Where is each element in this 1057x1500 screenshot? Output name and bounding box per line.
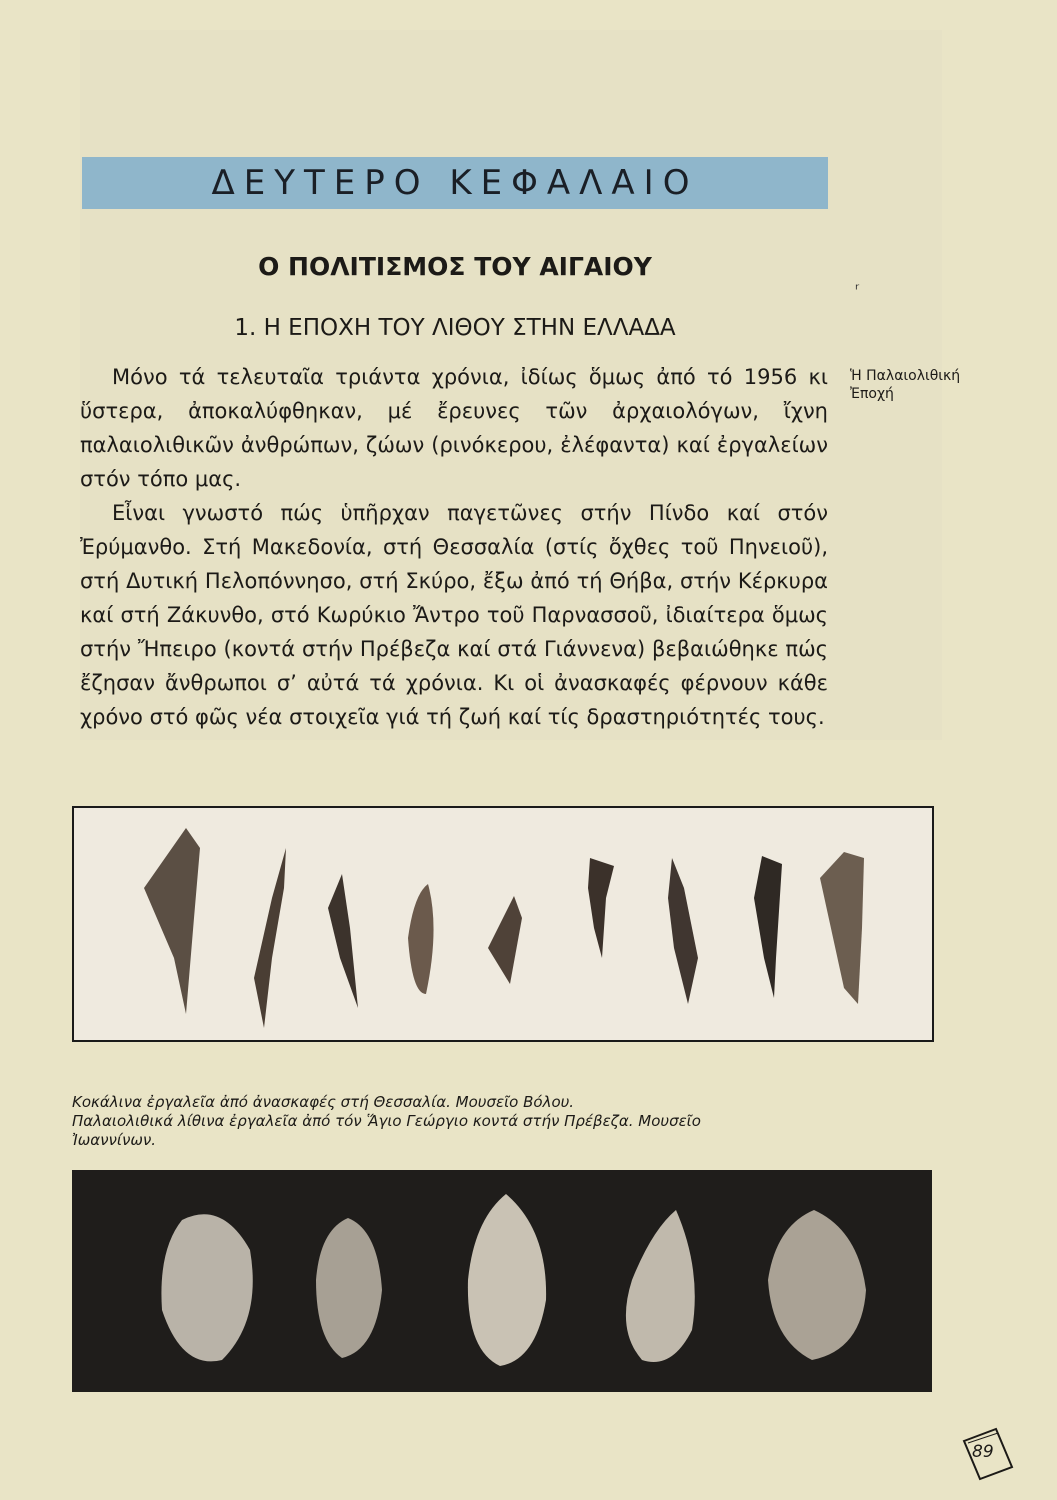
margin-note-line-1: Ἡ Παλαιολιθική [850, 368, 961, 384]
photo-caption [72, 1093, 852, 1150]
stone-tools-photo [72, 1170, 932, 1392]
margin-note-line-2: Ἐποχή [850, 386, 894, 402]
paragraph-1: Μόνο τά τελευταῖα τριάντα χρόνια, ἰδίως ὅμως ἀπό τό 1956 κι ὕστερα, ἀποκαλύφθηκαν, μέ ἔρευνες τῶν ἀρχαιολόγων, ἴχνη παλαιολιθικῶν ἀνθρώπων, ζώων (ρινόκερου, ἐλέφαντα) καί ἐργαλείων στόν τόπο μας. [80, 365, 828, 491]
margin-tick: ʳ [855, 280, 860, 299]
margin-note [850, 367, 990, 403]
page-number: 89 [972, 1442, 994, 1462]
chapter-banner: ΔΕΥΤΕΡΟ ΚΕΦΑΛΑΙΟ [82, 157, 828, 209]
chapter-title: Ο ΠΟΛΙΤΙΣΜΟΣ ΤΟΥ ΑΙΓΑΙΟΥ [258, 252, 652, 281]
body-text [80, 360, 828, 734]
caption-line-1: Κοκάλινα ἐργαλεῖα ἀπό ἀνασκαφές στή Θεσσαλία. Μουσεῖο Βόλου. [72, 1093, 575, 1111]
bone-tools-photo [72, 806, 934, 1042]
paragraph-2: Εἶναι γνωστό πώς ὑπῆρχαν παγετῶνες στήν Πίνδο καί στόν Ἐρύμανθο. Στή Μακεδονία, στή Θεσσαλία (στίς ὄχθες τοῦ Πηνειοῦ), στή Δυτική Πελοπόννησο, στή Σκύρο, ἔξω ἀπό τή Θήβα, στήν Κέρκυρα καί στή Ζάκυνθο, στό Κωρύκιο Ἄντρο τοῦ Παρνασσοῦ, ἰδιαίτερα ὅμως στήν Ἤπειρο (κοντά στήν Πρέβεζα καί στά Γιάννενα) βεβαιώθηκε πώς ἔζησαν ἄνθρωποι σ’ αὐτά τά χρόνια. Κι οἱ ἀνασκαφές φέρνουν κάθε χρόνο στό φῶς νέα στοιχεῖα γιά τή ζωή καί τίς δραστηριότητές τους. [80, 501, 828, 729]
section-title: 1. Η ΕΠΟΧΗ ΤΟΥ ΛΙΘΟΥ ΣΤΗΝ ΕΛΛΑΔΑ [234, 315, 676, 341]
caption-line-2: Παλαιολιθικά λίθινα ἐργαλεῖα ἀπό τόν Ἅγιο Γεώργιο κοντά στήν Πρέβεζα. Μουσεῖο [72, 1112, 701, 1130]
caption-line-3: Ἰωαννίνων. [72, 1131, 157, 1149]
